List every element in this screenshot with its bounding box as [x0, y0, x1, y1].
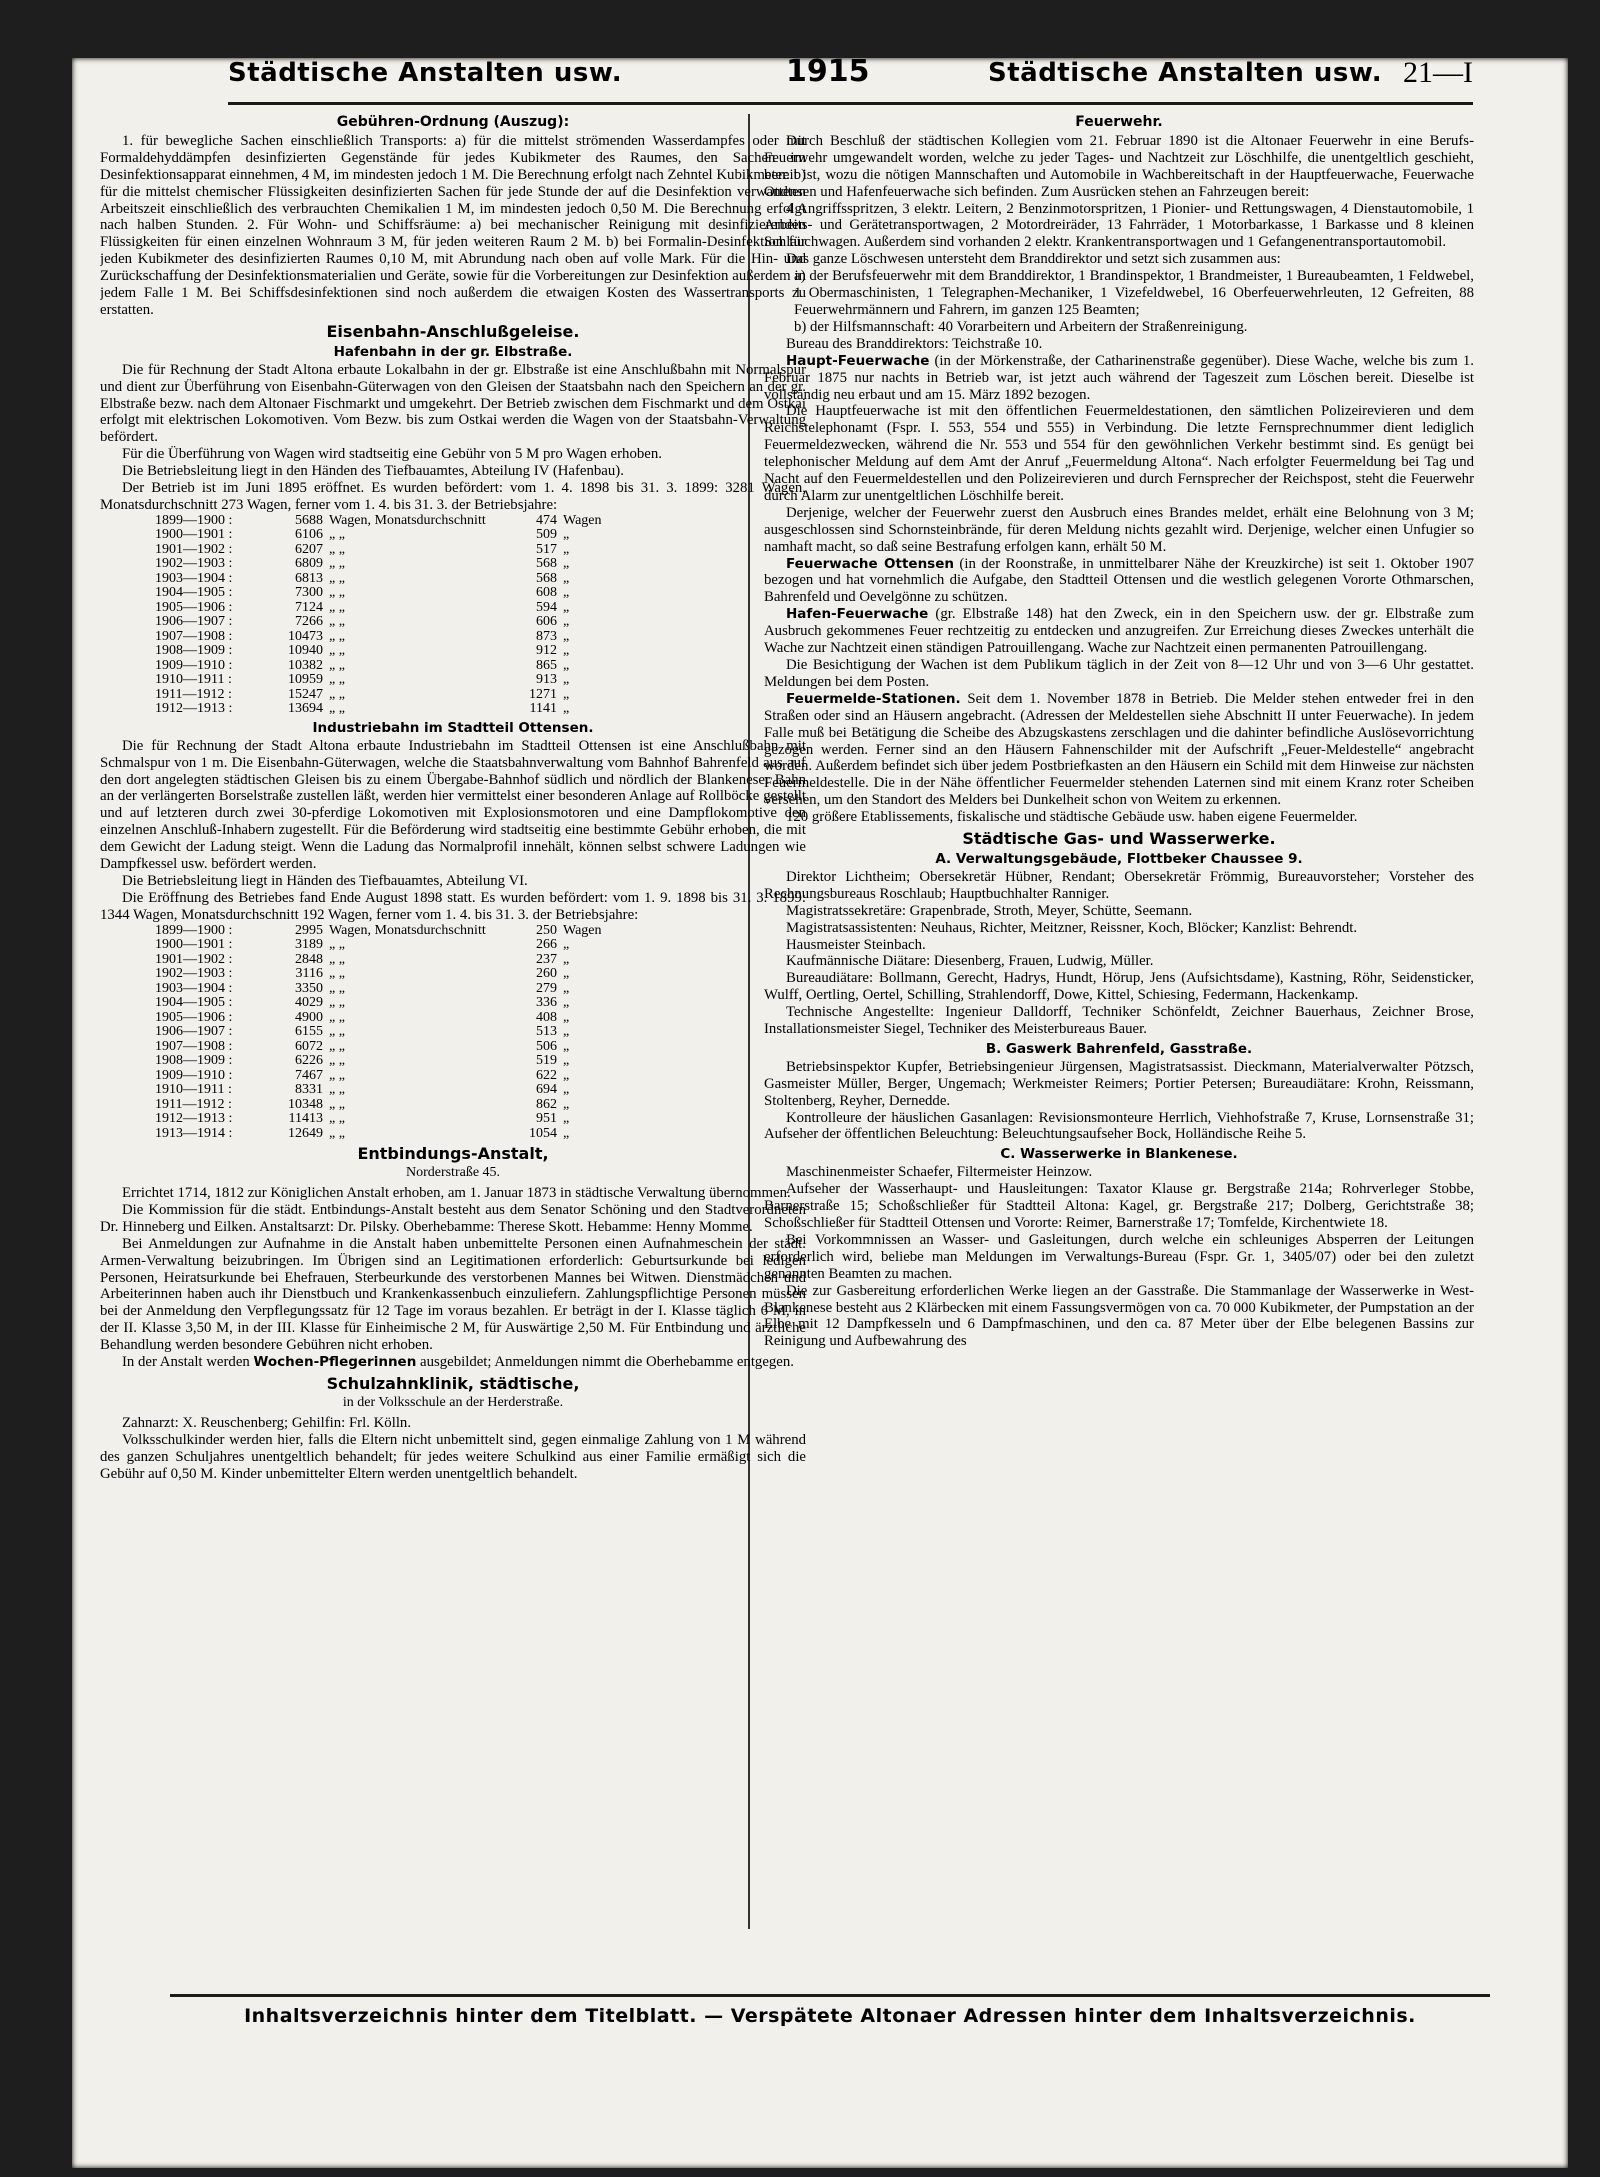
label-cell: „ „: [329, 937, 345, 953]
year-cell: 1910—1911 :: [155, 672, 232, 688]
header-right-title: Städtische Anstalten usw.: [988, 58, 1383, 88]
monthly-average-cell: 594: [536, 599, 557, 615]
year-cell: 1912—1913 :: [155, 701, 233, 717]
table-row: [155, 688, 649, 703]
feuerwehr-paragraph: [764, 691, 1474, 809]
unit-cell: „: [563, 980, 570, 996]
monthly-average-cell: 865: [536, 657, 557, 673]
table-row: [155, 1040, 649, 1055]
year-cell: 1905—1906 :: [155, 599, 233, 615]
table-row: [155, 543, 649, 558]
wagen-count-cell: 2848: [295, 951, 323, 967]
unit-cell: „: [563, 527, 570, 543]
footer-note: Inhaltsverzeichnis hinter dem Titelblatt. — Verspätete Altonaer Adressen hinter dem Inhaltsverzeichnis.: [244, 2005, 1416, 2027]
monthly-average-cell: 1271: [529, 686, 557, 702]
wagen-count-cell: 2995: [295, 922, 323, 938]
year-cell: 1899—1900 :: [155, 512, 233, 528]
table-row: [155, 644, 649, 659]
label-cell: „ „: [329, 701, 345, 717]
wagen-count-cell: 10473: [288, 628, 323, 644]
label-cell: „ „: [329, 1111, 345, 1127]
feuerwehr-list-item: a) der Berufsfeuerwehr mit dem Branddirektor, 1 Brandinspektor, 1 Brandmeister, 1 Bureaubeamten, 1 Feldwebel, 1 Obermaschinisten, 1 Telegraphen-Mechaniker, 1 Vizefeldwebel, 16 Oberfeuerwehrleuten, 12 Gefreiten, 88 Feuerwehrmännern und Fahrern, im ganzen 125 Beamten;: [794, 268, 1474, 318]
year-cell: 1903—1904 :: [155, 570, 233, 586]
monthly-average-cell: 250: [536, 922, 557, 938]
label-cell: „ „: [329, 995, 345, 1011]
year-cell: 1910—1911 :: [155, 1082, 232, 1098]
unit-cell: „: [563, 951, 570, 967]
year-cell: 1905—1906 :: [155, 1009, 233, 1025]
wagen-count-cell: 7266: [295, 614, 323, 630]
feuerwehr-paragraph: 120 größere Etablissements, fiskalische und städtische Gebäude usw. haben eigene Feuermelder.: [786, 809, 1358, 826]
unit-cell: „: [563, 628, 570, 644]
table-row: [155, 1054, 649, 1069]
eisenbahn-paragraph: Für die Überführung von Wagen wird stadtseitig eine Gebühr von 5 M pro Wagen erhoben.: [122, 446, 662, 463]
text-run: (gr. Elbstraße 148) hat den Zweck, ein in den Speichern usw. der gr. Elbstraße zum Ausbruch gekommenes Feuer rechtzeitig zu entdecken und anzugreifen. Zur Erreichung dieses Zweckes unterhält die Wache zur Nachtzeit einen ständigen Patrouillengang.: [764, 606, 1474, 657]
table-row: [155, 924, 649, 939]
industriebahn-table: [155, 924, 649, 1142]
schulzahn-address: in der Volksschule an der Herderstraße.: [342, 1394, 564, 1410]
year-cell: 1903—1904 :: [155, 980, 233, 996]
monthly-average-cell: 606: [536, 614, 557, 630]
table-row: [155, 1025, 649, 1040]
table-row: [155, 557, 649, 572]
table-row: [155, 953, 649, 968]
verwaltung-paragraph: Magistratsassistenten: Neuhaus, Richter, Meitzner, Reissner, Koch, Blöcker; Kanzlist: Behrendt.: [786, 919, 1358, 936]
table-row: [155, 1069, 649, 1084]
header-year: 1915: [786, 54, 870, 89]
text-run: Seit dem 1. November 1878 in Betrieb. Die Melder stehen entweder frei in den Straßen oder sind an Häusern angebracht. (Adressen der Meldestellen siehe Abschnitt II unter Feuerwache). In jedem Falle muß bei Betätigung die Scheibe des Abzugskastens zerschlagen und die dahinter befindliche Auslösevorrichtung gezogen werden. Ferner sind an den Häusern Fahnenschilder mit der Aufschrift „Feuer-Meldestelle“ angebracht worden. Außerdem befindet sich über jedem Postbriefkasten an den Häusern ein Schild mit dem Hinweise zur nächsten Feuermeldestelle. Die in der Nähe öffentlicher Feuermelder stehenden Laternen sind mit einem Kranz roter Scheiben versehen, um den Standort des Melders bei Dunkelheit schon von Weitem zu erkennen.: [764, 690, 1474, 809]
wagen-count-cell: 12649: [288, 1125, 323, 1141]
industriebahn-paragraph: Die Eröffnung des Betriebes fand Ende August 1898 statt. Es wurden befördert: vom 1. 9. 1898 bis 31. 3. 1899: 1344 Wagen, Monatsdurchschnitt 192 Wagen, ferner vom 1. 4. bis 31. 3. der Betriebsjahre:: [100, 889, 806, 923]
table-row: [155, 630, 649, 645]
wagen-count-cell: 6106: [295, 527, 323, 543]
label-cell: Wagen, Monatsdurchschnitt: [329, 512, 486, 528]
monthly-average-cell: 862: [536, 1096, 557, 1112]
year-cell: 1909—1910 :: [155, 1067, 233, 1083]
unit-cell: „: [563, 541, 570, 557]
label-cell: „ „: [329, 686, 345, 702]
wagen-count-cell: 5688: [295, 512, 323, 528]
hafenbahn-subheading: Hafenbahn in der gr. Elbstraße.: [333, 343, 573, 360]
label-cell: „ „: [329, 1009, 345, 1025]
table-row: [155, 601, 649, 616]
industriebahn-paragraph: Die Betriebsleitung liegt in Händen des Tiefbauamtes, Abteilung VI.: [122, 873, 528, 889]
monthly-average-cell: 873: [536, 628, 557, 644]
monthly-average-cell: 568: [536, 556, 557, 572]
monthly-average-cell: 336: [536, 995, 557, 1011]
eisenbahn-paragraph: Die Betriebsleitung liegt in den Händen des Tiefbauamtes, Abteilung IV (Hafenbau).: [122, 463, 624, 480]
wagen-count-cell: 4900: [295, 1009, 323, 1025]
wasserwerke-paragraph: Maschinenmeister Schaefer, Filtermeister Heinzow.: [786, 1164, 1093, 1181]
monthly-average-cell: 951: [536, 1111, 557, 1127]
monthly-average-cell: 608: [536, 585, 557, 601]
year-cell: 1899—1900 :: [155, 922, 233, 938]
year-cell: 1908—1909 :: [155, 1053, 233, 1069]
feuerwehr-paragraph: [764, 556, 1474, 607]
feuerwehr-paragraph: [764, 606, 1474, 657]
gaswerk-paragraph: Betriebsinspektor Kupfer, Betriebsingenieur Jürgensen, Magistratsassist. Dieckmann, Materialverwalter Pötzsch, Gasmeister Müller, Berger, Ungemach; Werkmeister Reimers; Portier Petersen; Bureaudiätare: Krohn, Reissmann, Stoltenberg, Reyher, Dernedde.: [764, 1058, 1474, 1109]
industriebahn-paragraph: Die für Rechnung der Stadt Altona erbaute Industriebahn im Stadtteil Ottensen ist eine Anschlußbahn mit Schmalspur von 1 m. Die Eisenbahn-Güterwagen, welche die Staatsbahnverwaltung vom Bahnhof Bahrenfeld aus auf den dort angelegten städtischen Gleisen bis zu einem Übergabe-Bahnhof südlich und nördlich der Blankeneser Bahn an der verlängerten Borselstraße zustellen läßt, werden hier vermittelst einer besonderen Anlage auf Rollböcke gestellt und auf letzteren durch zwei 30-pferdige Lokomotiven mit Explosionsmotoren und eine Dampflokomotive den einzelnen Anschluß-Inhabern zugestellt. Für die Beförderung wird stadtseitig eine bestimmte Gebühr erhoben, die mit dem Gewicht der Ladung steigt. Wenn die Ladung das Normalprofil innehält, können selbst schwere Ladungen wie Dampfkessel usw. befördert werden.: [100, 737, 806, 873]
entbindung-paragraph: Bei Anmeldungen zur Aufnahme in die Anstalt haben unbemittelte Personen einen Aufnahmeschein der städt. Armen-Verwaltung beizubringen. Im Übrigen sind an Legitimationen erforderlich: Geburtsurkunde bei ledigen Personen, Heiratsurkunde bei Ehefrauen, Sterbeurkunde des verstorbenen Mannes bei Witwen. Dienstmädchen und Arbeiterinnen haben auch ihr Dienstbuch und Krankenkassenbuch einzuliefern. Zahlungspflichtige Personen müssen bei der Anmeldung den Verpflegungssatz für 12 Tage im voraus bezahlen. Er beträgt in der I. Klasse täglich 6 M, in der II. Klasse 3,50 M, in der III. Klasse für Einheimische 2 M, für Auswärtige 2,50 M. Für Entbindung und ärztliche Behandlung werden besondere Gebühren nicht erhoben.: [100, 1235, 806, 1354]
monthly-average-cell: 260: [536, 966, 557, 982]
monthly-average-cell: 912: [536, 643, 557, 659]
year-cell: 1907—1908 :: [155, 628, 233, 644]
monthly-average-cell: 519: [536, 1053, 557, 1069]
monthly-average-cell: 506: [536, 1038, 557, 1054]
year-cell: 1902—1903 :: [155, 556, 233, 572]
feuerwehr-paragraph: Derjenige, welcher der Feuerwehr zuerst den Ausbruch eines Brandes meldet, erhält eine Belohnung von 3 M; ausgeschlossen sind Schornsteinbrände, für deren Meldung nichts gezahlt wird. Derjenige, welcher einen Unfugier so namhaft macht, so daß seine Bestrafung erfolgen kann, erhält 50 M.: [764, 504, 1474, 555]
unit-cell: „: [563, 1067, 570, 1083]
gaswerk-paragraph: Kontrolleure der häuslichen Gasanlagen: Revisionsmonteure Herrlich, Viehhofstraße 7, Kruse, Lornsenstraße 31; Aufseher der öffentlichen Beleuchtung: Beleuchtungsaufseher Bock, Holländische Reihe 5.: [764, 1109, 1474, 1143]
text-run: ausgebildet; Anmeldungen nimmt die Oberhebamme entgegen.: [420, 1354, 794, 1371]
monthly-average-cell: 474: [536, 512, 557, 528]
label-cell: „ „: [329, 585, 345, 601]
year-cell: 1909—1910 :: [155, 657, 233, 673]
table-row: [155, 702, 649, 717]
label-cell: „ „: [329, 556, 345, 572]
table-row: [155, 967, 649, 982]
wagen-count-cell: 6809: [295, 556, 323, 572]
verwaltung-paragraph: Technische Angestellte: Ingenieur Dalldorff, Techniker Schönfeldt, Zeichner Bauerhaus, Zeichner Brose, Installationsmeister Siegel, Techniker des Meisterbureaus Bauer.: [764, 1004, 1474, 1038]
year-cell: 1908—1909 :: [155, 643, 233, 659]
unit-cell: „: [563, 1024, 570, 1040]
table-row: [155, 938, 649, 953]
wagen-count-cell: 6813: [295, 570, 323, 586]
label-cell: Wagen, Monatsdurchschnitt: [329, 922, 486, 938]
haupt-feuerwache-term: Haupt-Feuerwache: [786, 352, 930, 369]
header-left-title: Städtische Anstalten usw.: [228, 58, 623, 88]
entbindung-paragraph: Die Kommission für die städt. Entbindungs-Anstalt besteht aus dem Senator Schöning und den Stadtverordneten Dr. Hinneberg und Eilken. Anstaltsarzt: Dr. Pilsky. Oberhebamme: Therese Skott. Hebamme: Henny Momme.: [100, 1201, 806, 1235]
eisenbahn-heading: Eisenbahn-Anschlußgeleise.: [326, 321, 580, 341]
label-cell: „ „: [329, 966, 345, 982]
unit-cell: „: [563, 1009, 570, 1025]
unit-cell: „: [563, 556, 570, 572]
entbindung-address: Norderstraße 45.: [405, 1165, 501, 1181]
feuerwehr-paragraph: Bureau des Branddirektors: Teichstraße 10.: [786, 335, 1043, 352]
year-cell: 1911—1912 :: [155, 686, 232, 702]
wagen-count-cell: 4029: [295, 995, 323, 1011]
label-cell: „ „: [329, 1125, 345, 1141]
table-row: [155, 659, 649, 674]
table-row: [155, 1127, 649, 1142]
label-cell: „ „: [329, 1067, 345, 1083]
gaswerk-subheading: B. Gaswerk Bahrenfeld, Gasstraße.: [985, 1040, 1253, 1057]
table-row: [155, 615, 649, 630]
label-cell: „ „: [329, 541, 345, 557]
verwaltung-subheading: A. Verwaltungsgebäude, Flottbeker Chaussee 9.: [935, 850, 1303, 867]
hafen-feuerwache-term: Hafen-Feuerwache: [786, 606, 929, 623]
unit-cell: „: [563, 570, 570, 586]
wagen-count-cell: 11413: [288, 1111, 323, 1127]
label-cell: „ „: [329, 614, 345, 630]
wagen-count-cell: 15247: [288, 686, 323, 702]
wagen-count-cell: 10959: [288, 672, 323, 688]
monthly-average-cell: 622: [536, 1067, 557, 1083]
unit-cell: „: [563, 701, 570, 717]
label-cell: „ „: [329, 628, 345, 644]
monthly-average-cell: 266: [536, 937, 557, 953]
wagen-count-cell: 6226: [295, 1053, 323, 1069]
monthly-average-cell: 1141: [529, 701, 557, 717]
label-cell: „ „: [329, 657, 345, 673]
label-cell: „ „: [329, 1082, 345, 1098]
label-cell: „ „: [329, 527, 345, 543]
label-cell: „ „: [329, 1038, 345, 1054]
wasserwerke-paragraph: Bei Vorkommnissen an Wasser- und Gasleitungen, durch welche ein schleuniges Absperren der Leitungen erforderlich wird, beliebe man Meldungen im Verwaltungs-Bureau (Fspr. Gr. 1, 3405/07) oder bei den zuletzt genannten Beamten zu machen.: [764, 1231, 1474, 1282]
table-row: [155, 982, 649, 997]
year-cell: 1904—1905 :: [155, 585, 233, 601]
left-column: [100, 114, 806, 2037]
wasserwerke-paragraph: Die zur Gasbereitung erforderlichen Werke liegen an der Gasstraße. Die Stammanlage der Wasserwerke in West-Blankenese besteht aus 2 Klärbecken mit einem Fassungsvermögen von ca. 70 000 Kubikmeter, der Pumpstation an der Elbe mit 12 Dampfkesseln und 6 Dampfmaschinen, und den ca. 87 Meter über der Elbe belegenen Bassins zur Reinigung und Aufbewahrung des: [764, 1282, 1474, 1350]
wasserwerke-subheading: C. Wasserwerke in Blankenese.: [1000, 1146, 1238, 1163]
unit-cell: „: [563, 672, 570, 688]
monthly-average-cell: 694: [536, 1082, 557, 1098]
wagen-count-cell: 7467: [295, 1067, 323, 1083]
label-cell: „ „: [329, 1053, 345, 1069]
table-row: [155, 1083, 649, 1098]
schulzahn-paragraph: Volksschulkinder werden hier, falls die Eltern nicht unbemittelt sind, gegen einmalige Zahlung von 1 M während des ganzen Schuljahres unentgeltlich behandelt; für jedes weitere Schulkind aus einer Familie ermäßigt sich die Gebühr auf 0,50 M. Kinder unbemittelter Eltern werden unentgeltlich behandelt.: [100, 1431, 806, 1482]
entbindung-paragraph: [100, 1354, 806, 1371]
unit-cell: „: [563, 1096, 570, 1112]
wagen-count-cell: 3189: [295, 937, 323, 953]
gaswasser-heading: Städtische Gas- und Wasserwerke.: [962, 829, 1276, 849]
monthly-average-cell: 1054: [529, 1125, 557, 1141]
unit-cell: „: [563, 1038, 570, 1054]
feuerwehr-paragraph: Das ganze Löschwesen untersteht dem Branddirektor und setzt sich zusammen aus:: [786, 251, 1281, 268]
feuerwehr-paragraph: Die Hauptfeuerwache ist mit den öffentlichen Feuermeldestationen, den sämtlichen Polizeirevieren und dem Reichstelephonamt (Fspr. I. 553, 554 und 555) in Verbindung. Die letzte Fernsprechnummer dient lediglich Feuermeldezwecken, während die Nr. 553 und 554 für den gewöhnlichen Verkehr bestimmt sind. Es genügt bei telephonischer Meldung auf dem Amt der Anruf „Feuermeldung Altona“. Nach erfolgter Feuermeldung bei Tag und Nacht auf den Feuermeldestellen und den Polizeirevieren und durch Fernsprecher der Reichspost, steht die Feuerwehr durch Alarm zur unentgeltlichen Löschhilfe bereit.: [764, 403, 1474, 504]
verwaltung-paragraph: Magistratssekretäre: Grapenbrade, Stroth, Meyer, Schütte, Seemann.: [786, 902, 1193, 919]
industriebahn-heading: Industriebahn im Stadtteil Ottensen.: [312, 719, 594, 736]
feuerwache-ottensen-term: Feuerwache Ottensen: [786, 555, 954, 572]
unit-cell: „: [563, 1053, 570, 1069]
year-cell: 1904—1905 :: [155, 995, 233, 1011]
year-cell: 1900—1901 :: [155, 937, 233, 953]
wagen-count-cell: 7300: [295, 585, 323, 601]
unit-cell: „: [563, 614, 570, 630]
unit-cell: „: [563, 1125, 570, 1141]
wagen-count-cell: 13694: [288, 701, 323, 717]
unit-cell: „: [563, 1082, 570, 1098]
table-row: [155, 514, 649, 529]
table-row: [155, 1098, 649, 1113]
monthly-average-cell: 568: [536, 570, 557, 586]
monthly-average-cell: 913: [536, 672, 557, 688]
monthly-average-cell: 237: [536, 951, 557, 967]
feuerwehr-paragraph: Die Besichtigung der Wachen ist dem Publikum täglich in der Zeit von 8—12 Uhr und von 3—6 Uhr gestattet. Meldungen bei dem Posten.: [764, 657, 1474, 690]
label-cell: „ „: [329, 570, 345, 586]
label-cell: „ „: [329, 1024, 345, 1040]
monthly-average-cell: 279: [536, 980, 557, 996]
label-cell: „ „: [329, 643, 345, 659]
year-cell: 1911—1912 :: [155, 1096, 232, 1112]
feuerwehr-list-item: b) der Hilfsmannschaft: 40 Vorarbeitern und Arbeitern der Straßenreinigung.: [794, 318, 1248, 335]
wagen-count-cell: 6072: [295, 1038, 323, 1054]
feuerwehr-paragraph: [764, 353, 1474, 404]
text-run: Wache zur Nachtzeit einen permanenten Patrouillengang.: [1087, 640, 1428, 657]
gebuehren-heading: Gebühren-Ordnung (Auszug):: [336, 114, 570, 130]
year-cell: 1901—1902 :: [155, 541, 233, 557]
unit-cell: „: [563, 966, 570, 982]
wagen-count-cell: 6207: [295, 541, 323, 557]
wasserwerke-paragraph: Aufseher der Wasserhaupt- und Hausleitungen: Taxator Klause gr. Bergstraße 214a; Rohrverleger Stobbe, Barnerstraße 15; Schoßschließer für Stadtteil Altona: Kagel, gr. Bergstraße 217; Dolberg, Gerichtstraße 38; Schoßschließer für Stadtteil Ottensen und Vororte: Reimer, Barnerstraße 17; Tomfelde, Kirchentwiete 18.: [764, 1181, 1474, 1231]
year-cell: 1906—1907 :: [155, 614, 233, 630]
year-cell: 1902—1903 :: [155, 966, 233, 982]
table-row: [155, 1112, 649, 1127]
feuermelde-stationen-term: Feuermelde-Stationen.: [786, 690, 961, 707]
page-number: 21—I: [1403, 56, 1473, 89]
monthly-average-cell: 513: [536, 1024, 557, 1040]
unit-cell: „: [563, 599, 570, 615]
wagen-count-cell: 10940: [288, 643, 323, 659]
gebuehren-text: 1. für bewegliche Sachen einschließlich Transports: a) für die mittelst strömenden Wasserdampfes oder mit Formaldehyddämpfen desinfizierten Gegenstände für jedes Kubikmeter des Raumes, den Sachen im Desinfektionsapparat einnehmen, 4 M, im mindesten jedoch 1 M. Die Berechnung erfolgt nach Zehntel Kubikmeter. b) für die mittelst chemischer Flüssigkeiten desinfizierten Sachen für jede Stunde der auf die Desinfektion verwandten Arbeitszeit einschließlich des verbrauchten Chemikalien 1 M, im mindesten jedoch 0,50 M. Die Berechnung erfolgt nach halben Stunden. 2. Für Wohn- und Schiffsräume: a) bei mechanischer Reinigung mit desinfizierenden Flüssigkeiten für einen einzelnen Wohnraum 3 M, für jeden weiteren Raum 2 M. b) bei Formalin-Desinfektion für jeden Kubikmeter des desinfizierten Raumes 0,10 M, mit Abrundung nach oben auf volle Mark. Für die Hin- und Zurückschaffung der Desinfektionsmaterialien und Geräte, sowie für die Vorbereitungen zur Desinfektion außerdem in jedem Falle 1 M. Bei Schiffsdesinfektionen sind noch außerdem die etwaigen Kosten des Wassertransports zu erstatten.: [100, 132, 806, 318]
year-cell: 1900—1901 :: [155, 527, 233, 543]
unit-cell: „: [563, 657, 570, 673]
unit-cell: Wagen: [563, 922, 602, 938]
page-header: [228, 50, 1473, 105]
verwaltung-paragraph: Direktor Lichtheim; Obersekretär Hübner, Rendant; Obersekretär Frömmig, Bureauvorsteher; Vorsteher des Rechnungsbureaus Roschlaub; Hauptbuchhalter Ranniger.: [764, 868, 1474, 902]
verwaltung-paragraph: Kaufmännische Diätare: Diesenberg, Frauen, Ludwig, Müller.: [786, 953, 1154, 970]
label-cell: „ „: [329, 672, 345, 688]
year-cell: 1906—1907 :: [155, 1024, 233, 1040]
feuerwehr-paragraph: 4 Angriffsspritzen, 3 elektr. Leitern, 2 Benzinmotorspritzen, 1 Pionier- und Rettungswagen, 4 Dienstautomobile, 1 Arbeits- und Gerätetransportwagen, 2 Motordreiräder, 13 Fahrräder, 1 Motorbarkasse, 1 Barkasse und 8 kleinen Schlauchwagen. Außerdem sind vorhanden 2 elektr. Krankentransportwagen und 1 Gefangenentransportautomobil.: [764, 200, 1474, 251]
label-cell: „ „: [329, 1096, 345, 1112]
table-row: [155, 586, 649, 601]
entbindung-heading: Entbindungs-Anstalt,: [357, 1144, 549, 1164]
unit-cell: „: [563, 686, 570, 702]
unit-cell: „: [563, 643, 570, 659]
table-row: [155, 996, 649, 1011]
wagen-count-cell: 7124: [295, 599, 323, 615]
table-row: [155, 528, 649, 543]
monthly-average-cell: 509: [536, 527, 557, 543]
feuerwehr-paragraph: Durch Beschluß der städtischen Kollegien vom 21. Februar 1890 ist die Altonaer Feuerwehr in eine Berufs-Feuerwehr umgewandelt worden, welche zu jeder Tages- und Nachtzeit zur Löschhilfe, die unentgeltlich geschieht, bereit ist, wozu die nötigen Mannschaften und Automobile in Wachbereitschaft in der Hauptfeuerwache, Feuerwache Ottensen und Hafenfeuerwache sich befinden. Zum Ausrücken stehen an Fahrzeugen bereit:: [764, 132, 1474, 200]
feuerwehr-heading: Feuerwehr.: [1075, 114, 1163, 130]
text-run: (in der Roonstraße, in unmittelbarer Nähe der Kreuzkirche) ist seit 1. Oktober 1907 bezogen und hat vornehmlich die Aufgabe, den Stadtteil Ottensen und die westlich gelegenen Vororte Othmarschen, Bahrenfeld und Oevelgönne zu schützen.: [764, 555, 1474, 606]
wagen-count-cell: 3350: [295, 980, 323, 996]
schulzahn-heading: Schulzahnklinik, städtische,: [326, 1374, 580, 1393]
year-cell: 1901—1902 :: [155, 951, 233, 967]
entbindung-paragraph: Errichtet 1714, 1812 zur Königlichen Anstalt erhoben, am 1. Januar 1873 in städtische Verwaltung übernommen.: [122, 1185, 791, 1202]
verwaltung-paragraph: Hausmeister Steinbach.: [786, 936, 926, 953]
label-cell: „ „: [329, 599, 345, 615]
monthly-average-cell: 517: [536, 541, 557, 557]
year-cell: 1912—1913 :: [155, 1111, 233, 1127]
eisenbahn-paragraph: Die für Rechnung der Stadt Altona erbaute Lokalbahn in der gr. Elbstraße ist eine Anschlußbahn mit Normalspur und dient zur Überführung von Eisenbahn-Güterwagen von den Gleisen der Staatsbahn nach den Speichern an der gr. Elbstraße bezw. nach dem Altonaer Fischmarkt und umgekehrt. Der Betrieb zwischen dem Fischmarkt und dem Ostkai erfolgt mit elektrischen Lokomotiven. Vom Bezw. bis zum Ostkai werden die Wagen von der Staatsbahn-Verwaltung befördert.: [100, 361, 806, 446]
eisenbahn-paragraph: Der Betrieb ist im Juni 1895 eröffnet. Es wurden befördert: vom 1. 4. 1898 bis 31. 3. 1899: 3281 Wagen, Monatsdurchschnitt 273 Wagen, ferner vom 1. 4. bis 31. 3. der Betriebsjahre:: [100, 480, 806, 513]
wagen-count-cell: 6155: [295, 1024, 323, 1040]
page-footer: [170, 1994, 1490, 2037]
table-row: [155, 673, 649, 688]
unit-cell: „: [563, 995, 570, 1011]
wagen-count-cell: 10382: [288, 657, 323, 673]
wochenpflegerinnen-term: Wochen-Pflegerinnen: [253, 1354, 417, 1371]
unit-cell: Wagen: [563, 512, 602, 528]
monthly-average-cell: 408: [536, 1009, 557, 1025]
label-cell: „ „: [329, 980, 345, 996]
table-row: [155, 572, 649, 587]
hafenbahn-table: [155, 514, 649, 717]
right-column: [764, 114, 1474, 2037]
unit-cell: „: [563, 585, 570, 601]
text-run: (in der Mörkenstraße, der Catharinenstraße gegenüber). Diese Wache, welche bis zum 1. Februar 1875 nur nachts in Betrieb war, ist jetzt auch während der Tageszeit zum Löschen bereit. Dieselbe ist vollständig neu erbaut und am 15. März 1892 bezogen.: [764, 352, 1474, 403]
wagen-count-cell: 10348: [288, 1096, 323, 1112]
text-run: In der Anstalt werden: [122, 1354, 250, 1371]
wagen-count-cell: 3116: [295, 966, 323, 982]
year-cell: 1907—1908 :: [155, 1038, 233, 1054]
schulzahn-paragraph: Zahnarzt: X. Reuschenberg; Gehilfin: Frl. Kölln.: [122, 1414, 412, 1431]
year-cell: 1913—1914 :: [155, 1125, 233, 1141]
verwaltung-paragraph: Bureaudiätare: Bollmann, Gerecht, Hadrys, Hundt, Hörup, Jens (Aufsichtsdame), Kastning, Röhr, Seidensticker, Wulff, Oertling, Oertel, Schilling, Strahlendorff, Dowe, Kittel, Schiesing, Federmann, Hackenkamp.: [764, 970, 1474, 1004]
unit-cell: „: [563, 937, 570, 953]
unit-cell: „: [563, 1111, 570, 1127]
label-cell: „ „: [329, 951, 345, 967]
wagen-count-cell: 8331: [295, 1082, 323, 1098]
table-row: [155, 1011, 649, 1026]
